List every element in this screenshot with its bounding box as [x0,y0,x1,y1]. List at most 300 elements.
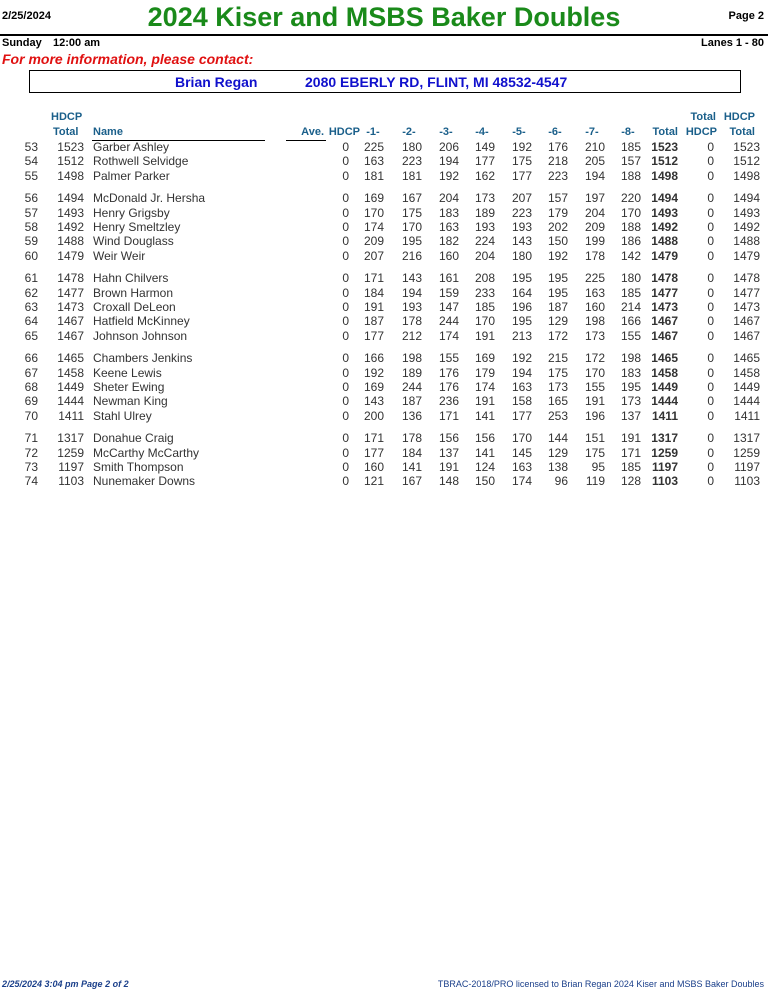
total-hdcp-cell: 0 [707,300,714,314]
hdcp-total-cell: 1478 [57,271,84,286]
rank-cell: 73 [24,460,38,474]
game-3-score: 182 [438,234,459,249]
bowler-names: McCarthy McCarthy [93,445,200,460]
total-hdcp-cell: 0 [707,205,714,220]
hdcp-total-cell: 1259 [57,445,84,460]
game-2-score: 184 [401,445,422,460]
game-7-score: 199 [584,234,605,249]
total-cell: 1449 [651,380,678,394]
rank-cell: 71 [24,431,38,446]
final-cell: 1473 [733,300,760,314]
bowler-names: Nunemaker Downs [93,474,196,489]
game-8-score: 137 [620,408,641,423]
game-1-score: 192 [363,365,384,380]
game-4-score: 173 [474,191,495,206]
hdcp-total-cell: 1467 [57,328,84,343]
table-row [0,234,768,248]
game-4-score: 224 [474,234,495,249]
game-8-score: 173 [620,394,641,409]
table-row [0,154,768,168]
hdcp-total-cell: 1498 [57,168,84,183]
total-cell: 1465 [651,351,678,366]
game-4-score: 204 [474,248,495,263]
bowler-names: Brown Harmon [93,285,174,300]
col-name: Name [93,126,123,138]
game-1-score: 171 [363,271,384,286]
game-3-score: 159 [438,285,459,300]
table-row [0,380,768,394]
final-cell: 1103 [734,474,760,489]
game-1-score: 170 [363,205,384,220]
game-7-score: 173 [584,328,605,343]
final-cell: 1197 [734,460,760,474]
game-2-score: 143 [401,271,422,286]
bowler-names: Sheter Ewing [93,380,165,394]
game-7-score: 191 [584,394,605,409]
bowler-names: Johnson Johnson [93,328,188,343]
total-hdcp-cell: 0 [707,394,714,409]
hdcp-total-cell: 1512 [57,154,84,169]
rank-cell: 66 [24,351,38,366]
hdcp-cell: 0 [342,380,349,394]
game-7-score: 175 [584,445,605,460]
game-5-score: 195 [511,314,532,329]
hdcp-cell: 0 [342,234,349,249]
hdcp-cell: 0 [342,394,349,409]
lanes-range: Lanes 1 - 80 [701,37,764,49]
hdcp-total-cell: 1488 [57,234,84,249]
game-2-score: 194 [401,285,422,300]
total-hdcp-cell: 0 [707,154,714,169]
hdcp-cell: 0 [342,408,349,423]
table-row [0,394,768,408]
game-4-score: 156 [474,431,495,446]
game-5-score: 177 [511,168,532,183]
col-hdcp-total-bottom: Total [53,126,79,138]
table-row [0,314,768,328]
table-row [0,351,768,365]
game-3-score: 191 [438,460,459,474]
hdcp-cell: 0 [342,140,349,154]
game-7-score: 170 [584,365,605,380]
game-6-score: 129 [547,314,568,329]
game-6-score: 150 [547,234,568,249]
hdcp-total-cell: 1465 [57,351,84,366]
table-row [0,300,768,314]
total-hdcp-cell: 0 [707,431,714,446]
hdcp-cell: 0 [342,365,349,380]
game-8-score: 183 [620,365,641,380]
game-4-score: 191 [474,394,495,409]
game-5-score: 192 [511,351,532,366]
game-2-score: 198 [401,351,422,366]
hdcp-total-cell: 1473 [57,300,84,314]
bowler-names: Hahn Chilvers [93,271,169,286]
total-hdcp-cell: 0 [707,234,714,249]
table-row [0,431,768,445]
game-3-score: 156 [438,431,459,446]
game-2-score: 193 [401,300,422,314]
game-1-score: 169 [363,191,384,206]
total-cell: 1467 [651,314,678,329]
game-6-score: 187 [547,300,568,314]
total-hdcp-cell: 0 [707,271,714,286]
game-4-score: 191 [474,328,495,343]
hdcp-total-cell: 1479 [57,248,84,263]
total-hdcp-cell: 0 [707,351,714,366]
game-6-score: 253 [547,408,568,423]
game-4-score: 179 [474,365,495,380]
hdcp-cell: 0 [342,351,349,366]
game-6-score: 96 [554,474,568,489]
game-5-score: 192 [511,140,532,154]
game-5-score: 164 [511,285,532,300]
table-row [0,249,768,263]
final-cell: 1467 [733,328,760,343]
game-7-score: 204 [584,205,605,220]
game-1-score: 171 [363,431,384,446]
contact-address: 2080 EBERLY RD, FLINT, MI 48532-4547 [305,74,568,90]
rank-cell: 65 [24,328,38,343]
game-8-score: 166 [620,314,641,329]
game-3-score: 148 [438,474,459,489]
total-hdcp-cell: 0 [707,140,714,154]
game-1-score: 121 [363,474,384,489]
game-5-score: 175 [511,154,532,169]
game-7-score: 209 [584,220,605,234]
game-6-score: 195 [547,285,568,300]
table-row [0,220,768,234]
game-6-score: 138 [547,460,568,474]
game-2-score: 181 [401,168,422,183]
game-4-score: 124 [474,460,495,474]
total-cell: 1493 [651,205,678,220]
col-game-2: -2- [402,126,416,138]
total-cell: 1473 [651,300,678,314]
game-7-score: 197 [584,191,605,206]
total-hdcp-cell: 0 [707,408,714,423]
game-8-score: 185 [620,285,641,300]
total-cell: 1103 [651,474,678,489]
game-2-score: 178 [401,314,422,329]
hdcp-total-cell: 1449 [57,380,84,394]
game-5-score: 194 [511,365,532,380]
game-8-score: 186 [620,234,641,249]
total-cell: 1477 [651,285,678,300]
game-2-score: 167 [401,191,422,206]
game-5-score: 177 [511,408,532,423]
hdcp-cell: 0 [342,328,349,343]
game-2-score: 244 [401,380,422,394]
game-4-score: 185 [474,300,495,314]
game-7-score: 172 [584,351,605,366]
rank-cell: 64 [24,314,38,329]
game-5-score: 213 [511,328,532,343]
header-rule [0,34,768,36]
rank-cell: 72 [24,445,38,460]
table-row [0,206,768,220]
rank-cell: 57 [24,205,38,220]
game-3-score: 236 [438,394,459,409]
game-3-score: 174 [438,328,459,343]
bowler-names: Garber Ashley [93,140,170,154]
bowler-names: Croxall DeLeon [93,300,176,314]
game-8-score: 180 [620,271,641,286]
col-hdcp-total2-bottom: Total [729,126,755,138]
game-8-score: 188 [620,220,641,234]
hdcp-cell: 0 [342,460,349,474]
game-1-score: 177 [363,445,384,460]
game-1-score: 143 [363,394,384,409]
total-hdcp-cell: 0 [707,460,714,474]
bowler-names: Rothwell Selvidge [93,154,189,169]
game-4-score: 177 [474,154,495,169]
game-1-score: 209 [363,234,384,249]
game-5-score: 195 [511,271,532,286]
hdcp-cell: 0 [342,474,349,489]
bowler-names: Stahl Ulrey [93,408,152,423]
rank-cell: 56 [24,191,38,206]
col-hdcp-total2-top: HDCP [723,111,755,123]
game-5-score: 180 [511,248,532,263]
game-8-score: 185 [620,140,641,154]
game-5-score: 196 [511,300,532,314]
game-6-score: 202 [547,220,568,234]
hdcp-cell: 0 [342,205,349,220]
hdcp-cell: 0 [342,445,349,460]
col-game-3: -3- [439,126,453,138]
hdcp-total-cell: 1197 [58,460,84,474]
game-5-score: 207 [511,191,532,206]
game-4-score: 208 [474,271,495,286]
game-3-score: 176 [438,365,459,380]
game-1-score: 225 [363,140,384,154]
event-day: Sunday [2,37,42,49]
bowler-names: Keene Lewis [93,365,162,380]
game-4-score: 162 [474,168,495,183]
final-cell: 1444 [733,394,760,409]
game-4-score: 170 [474,314,495,329]
hdcp-cell: 0 [342,300,349,314]
game-6-score: 129 [547,445,568,460]
game-3-score: 160 [438,248,459,263]
bowler-names: Wind Douglass [93,234,174,249]
rank-cell: 70 [24,408,38,423]
game-3-score: 155 [438,351,459,366]
table-row [0,474,768,488]
total-hdcp-cell: 0 [707,314,714,329]
bowler-names: Hatfield McKinney [93,314,190,329]
total-hdcp-cell: 0 [707,445,714,460]
final-cell: 1498 [733,168,760,183]
game-7-score: 95 [591,460,605,474]
bowler-names: Newman King [93,394,168,409]
game-2-score: 189 [401,365,422,380]
bowler-names: Weir Weir [93,248,146,263]
game-1-score: 191 [363,300,384,314]
table-row [0,191,768,205]
game-8-score: 191 [620,431,641,446]
contact-prompt: For more information, please contact: [2,51,254,67]
table-row [0,140,768,154]
report-date: 2/25/2024 [2,10,51,22]
hdcp-total-cell: 1477 [57,285,84,300]
game-2-score: 180 [401,140,422,154]
table-row [0,286,768,300]
game-6-score: 218 [547,154,568,169]
hdcp-total-cell: 1492 [57,220,84,234]
game-7-score: 151 [584,431,605,446]
hdcp-total-cell: 1317 [57,431,84,446]
final-cell: 1465 [733,351,760,366]
footer-timestamp: 2/25/2024 3:04 pm Page 2 of 2 [2,979,129,989]
total-cell: 1494 [651,191,678,206]
final-cell: 1317 [733,431,760,446]
game-2-score: 167 [401,474,422,489]
table-row [0,271,768,285]
game-1-score: 177 [363,328,384,343]
rank-cell: 55 [24,168,38,183]
rank-cell: 62 [24,285,38,300]
total-cell: 1479 [651,248,678,263]
hdcp-cell: 0 [342,314,349,329]
game-8-score: 214 [620,300,641,314]
game-5-score: 163 [511,380,532,394]
final-cell: 1523 [733,140,760,154]
game-1-score: 207 [363,248,384,263]
game-8-score: 170 [620,205,641,220]
game-4-score: 189 [474,205,495,220]
game-2-score: 187 [401,394,422,409]
rank-cell: 58 [24,220,38,234]
game-2-score: 195 [401,234,422,249]
game-6-score: 144 [547,431,568,446]
total-hdcp-cell: 0 [707,168,714,183]
total-hdcp-cell: 0 [707,285,714,300]
table-row [0,446,768,460]
footer-license: TBRAC-2018/PRO licensed to Brian Regan 2024 Kiser and MSBS Baker Doubles [437,979,764,989]
table-row [0,169,768,183]
contact-name: Brian Regan [175,74,258,90]
rank-cell: 63 [24,300,38,314]
final-cell: 1479 [733,248,760,263]
col-game-4: -4- [475,126,489,138]
game-5-score: 193 [511,220,532,234]
hdcp-total-cell: 1493 [57,205,84,220]
game-7-score: 119 [585,474,605,489]
hdcp-total-cell: 1103 [58,474,84,489]
total-cell: 1467 [651,328,678,343]
bowler-names: McDonald Jr. Hersha [93,191,206,206]
col-hdcp-total-top: HDCP [51,111,83,123]
hdcp-cell: 0 [342,154,349,169]
bowler-names: Smith Thompson [93,460,184,474]
rank-cell: 59 [24,234,38,249]
total-hdcp-cell: 0 [707,191,714,206]
col-total-hdcp-bottom: HDCP [685,126,717,138]
game-3-score: 161 [438,271,459,286]
game-1-score: 160 [363,460,384,474]
game-2-score: 170 [401,220,422,234]
page-title: 2024 Kiser and MSBS Baker Doubles [147,2,621,32]
game-4-score: 150 [474,474,495,489]
game-8-score: 157 [620,154,641,169]
final-cell: 1449 [733,380,760,394]
game-5-score: 170 [511,431,532,446]
game-3-score: 176 [438,380,459,394]
hdcp-cell: 0 [342,285,349,300]
col-game-1: -1- [366,126,380,138]
hdcp-total-cell: 1494 [57,191,84,206]
game-8-score: 188 [620,168,641,183]
col-game-7: -7- [585,126,599,138]
total-hdcp-cell: 0 [707,365,714,380]
final-cell: 1512 [733,154,760,169]
bowler-names: Chambers Jenkins [93,351,193,366]
total-cell: 1458 [651,365,678,380]
final-cell: 1488 [733,234,760,249]
hdcp-total-cell: 1467 [57,314,84,329]
game-7-score: 194 [584,168,605,183]
rank-cell: 68 [24,380,38,394]
game-4-score: 141 [474,408,495,423]
game-7-score: 178 [584,248,605,263]
game-8-score: 128 [620,474,641,489]
game-4-score: 174 [474,380,495,394]
rank-cell: 60 [24,248,38,263]
game-8-score: 220 [620,191,641,206]
total-cell: 1478 [651,271,678,286]
game-3-score: 194 [438,154,459,169]
col-total-hdcp-top: Total [690,111,716,123]
game-3-score: 171 [438,408,459,423]
total-cell: 1488 [651,234,678,249]
col-game-8: -8- [621,126,635,138]
game-5-score: 158 [511,394,532,409]
game-4-score: 141 [474,445,495,460]
game-7-score: 225 [584,271,605,286]
game-4-score: 149 [474,140,495,154]
table-row [0,460,768,474]
game-4-score: 169 [474,351,495,366]
game-2-score: 216 [401,248,422,263]
game-1-score: 166 [363,351,384,366]
game-3-score: 206 [438,140,459,154]
total-cell: 1197 [651,460,678,474]
bowler-names: Henry Smeltzley [93,220,181,234]
game-7-score: 163 [584,285,605,300]
col-hdcp: HDCP [328,126,360,138]
total-hdcp-cell: 0 [707,474,714,489]
hdcp-cell: 0 [342,191,349,206]
total-cell: 1512 [651,154,678,169]
game-1-score: 187 [363,314,384,329]
rank-cell: 67 [24,365,38,380]
total-hdcp-cell: 0 [707,248,714,263]
hdcp-cell: 0 [342,220,349,234]
game-3-score: 183 [438,205,459,220]
game-5-score: 223 [511,205,532,220]
game-3-score: 192 [438,168,459,183]
final-cell: 1411 [734,408,760,423]
game-8-score: 198 [620,351,641,366]
rank-cell: 54 [24,154,38,169]
hdcp-total-cell: 1523 [57,140,84,154]
total-hdcp-cell: 0 [707,380,714,394]
game-8-score: 195 [620,380,641,394]
game-6-score: 176 [547,140,568,154]
game-7-score: 210 [584,140,605,154]
